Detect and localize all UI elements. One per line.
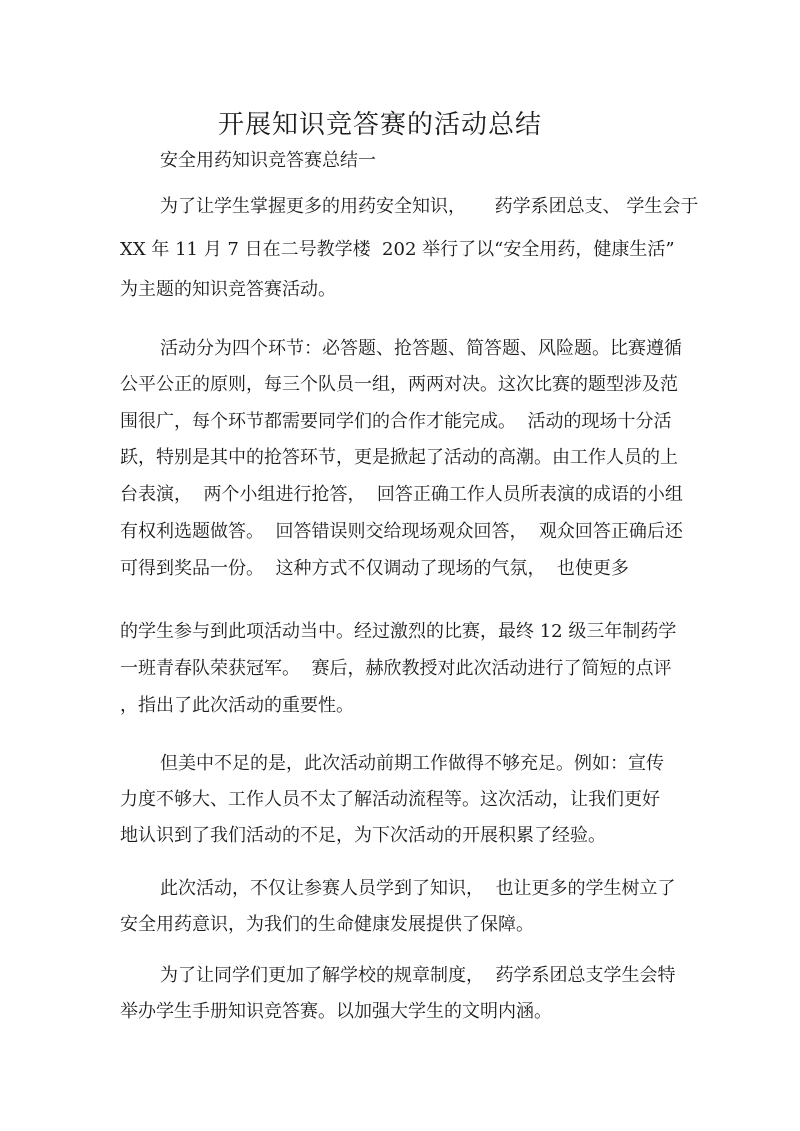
text-line: 此次活动，不仅让参赛人员学到了知识， 也让更多的学生树立了	[160, 878, 676, 899]
text-line: 为了让学生掌握更多的用药安全知识， 药学系团总支、 学生会于	[160, 196, 699, 217]
text-line: 安全用药意识，为我们的生命健康发展提供了保障。	[120, 914, 534, 935]
document-title: 开展知识竞答赛的活动总结	[217, 110, 542, 140]
text-line: 公平公正的原则，每三个队员一组，两两对决。这次比赛的题型涉及范	[120, 374, 678, 395]
text-line: 的学生参与到此项活动当中。经过激烈的比赛，最终 12 级三年制药学	[120, 621, 677, 642]
text-line: 围很广，每个环节都需要同学们的合作才能完成。 活动的现场十分活	[120, 411, 672, 432]
text-line: XX 年 11 月 7 日在二号教学楼 202 举行了以“安全用药，健康生活”	[120, 239, 675, 260]
text-line: 活动分为四个环节：必答题、抢答题、简答题、风险题。比赛遵循	[160, 338, 682, 359]
text-line: 可得到奖品一份。 这种方式不仅调动了现场的气氛， 也使更多	[120, 558, 629, 579]
text-line: 为了让同学们更加了解学校的规章制度， 药学系团总支学生会特	[160, 965, 676, 986]
text-line: 台表演， 两个小组进行抢答， 回答正确工作人员所表演的成语的小组	[120, 484, 683, 505]
text-line: ，指出了此次活动的重要性。	[120, 695, 354, 716]
text-line: 举办学生手册知识竞答赛。以加强大学生的文明内涵。	[120, 1001, 552, 1022]
text-line: 为主题的知识竞答赛活动。	[120, 279, 336, 300]
text-line: 但美中不足的是，此次活动前期工作做得不够充足。例如：宣传	[160, 753, 664, 774]
text-line: 一班青春队荣获冠军。 赛后，赫欣教授对此次活动进行了简短的点评	[120, 658, 672, 679]
subtitle-line: 安全用药知识竞答赛总结一	[160, 150, 376, 171]
text-line: 地认识到了我们活动的不足，为下次活动的开展积累了经验。	[120, 825, 606, 846]
text-line: 跃，特别是其中的抢答环节，更是掀起了活动的高潮。由工作人员的上	[120, 447, 678, 468]
text-line: 力度不够大、工作人员不太了解活动流程等。这次活动，让我们更好	[120, 789, 660, 810]
text-line: 有权利选题做答。 回答错误则交给现场观众回答， 观众回答正确后还	[120, 521, 683, 542]
